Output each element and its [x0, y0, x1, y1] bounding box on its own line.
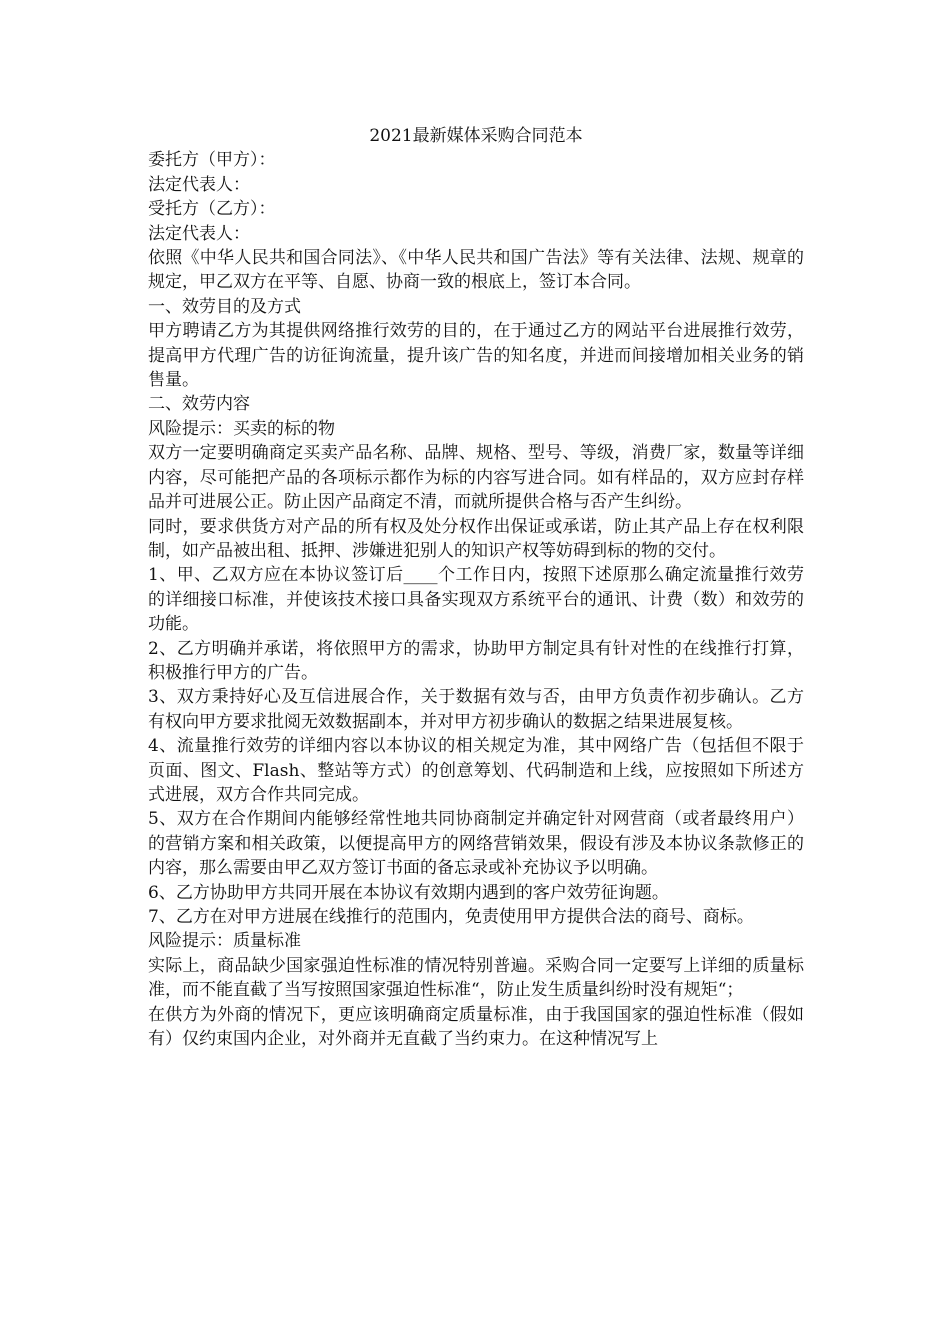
party-a-representative-line: 法定代表人：: [148, 174, 250, 195]
clause-5: 5、双方在合作期间内能够经常性地共同协商制定并确定针对网营商（或者最终用户）的营销方案和相关政策，以便提高甲方的网络营销效果，假设有涉及本协议条款修正的内容，那么需要由甲乙双方签订书面的备忘录或补充协议予以明确。: [148, 809, 804, 879]
preamble-paragraph: 依照《中华人民共和国合同法》、《中华人民共和国广告法》等有关法律、法规、规章的规定，甲乙双方在平等、自愿、协商一致的根底上，签订本合同。: [148, 248, 804, 293]
quality-paragraph-2: 在供方为外商的情况下，更应该明确商定质量标准，由于我国国家的强迫性标准（假如有）仅约束国内企业，对外商并无直截了当约束力。在这种情况写上: [148, 1004, 804, 1050]
clause-2: 2、乙方明确并承诺，将依照甲方的需求，协助甲方制定具有针对性的在线推行打算，积极推行甲方的广告。: [148, 638, 804, 683]
section-heading-content: 二、效劳内容: [148, 394, 250, 415]
quality-paragraph-1: 实际上，商品缺少国家强迫性标准的情况特别普遍。采购合同一定要写上详细的质量标准，而不能直截了当写按照国家强迫性标准“，防止发生质量纠纷时没有规矩“；: [148, 955, 804, 1001]
purpose-paragraph: 甲方聘请乙方为其提供网络推行效劳的目的，在于通过乙方的网站平台进展推行效劳，提高甲方代理广告的访征询流量，提升该广告的知名度，并进而间接增加相关业务的销售量。: [148, 321, 804, 391]
clause-7: 7、乙方在对甲方进展在线推行的范围内，免责使用甲方提供合法的商号、商标。: [148, 907, 754, 927]
party-b-representative-line: 法定代表人：: [148, 223, 250, 244]
clause-1: 1、甲、乙双方应在本协议签订后____个工作日内，按照下述原那么确定流量推行效劳的详细接口标准，并使该技术接口具备实现双方系统平台的通讯、计费（数）和效劳的功能。: [148, 565, 804, 635]
risk-tip-quality: 风险提示：质量标准: [148, 931, 301, 952]
ownership-paragraph: 同时，要求供货方对产品的所有权及处分权作出保证或承诺，防止其产品上存在权利限制，如产品被出租、抵押、涉嫌进犯别人的知识产权等妨碍到标的物的交付。: [148, 516, 804, 561]
clause-4: 4、流量推行效劳的详细内容以本协议的相关规定为准，其中网络广告（包括但不限于页面、图文、Flash、整站等方式）的创意筹划、代码制造和上线，应按照如下所述方式进展，双方合作共同完成。: [148, 736, 804, 805]
party-a-line: 委托方（甲方）：: [148, 150, 276, 171]
section-heading-purpose: 一、效劳目的及方式: [148, 296, 301, 317]
party-b-line: 受托方（乙方）：: [148, 199, 276, 220]
clause-3: 3、双方秉持好心及互信进展合作，关于数据有效与否，由甲方负责作初步确认。乙方有权向甲方要求批阅无效数据副本，并对甲方初步确认的数据之结果进展复核。: [148, 687, 804, 732]
clause-6: 6、乙方协助甲方共同开展在本协议有效期内遇到的客户效劳征询题。: [148, 882, 669, 903]
risk-tip-subject: 风险提示：买卖的标的物: [148, 418, 335, 439]
risk-subject-paragraph: 双方一定要明确商定买卖产品名称、品牌、规格、型号、等级，消费厂家，数量等详细内容，尽可能把产品的各项标示都作为标的内容写进合同。如有样品的，双方应封存样品并可进展公正。防止因产品商定不清，而就所提供合格与否产生纠纷。: [148, 443, 804, 513]
document-title: 2021最新媒体采购合同范本: [369, 126, 583, 146]
document-body: [148, 124, 804, 1051]
